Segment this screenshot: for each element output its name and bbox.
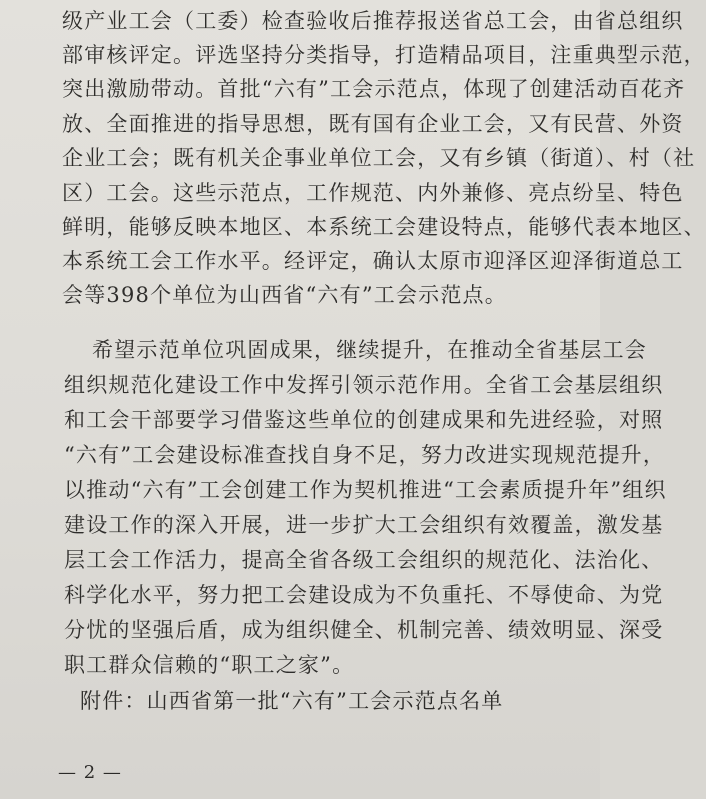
paragraph-1-line-4: 放、全面推进的指导思想，既有国有企业工会，又有民营、外资: [62, 112, 684, 136]
paragraph-1-line-6: 区）工会。这些示范点，工作规范、内外兼修、亮点纷呈、特色: [62, 181, 684, 205]
paragraph-2-line-5: 以推动“六有”工会创建工作为契机推进“工会素质提升年”组织: [64, 478, 667, 502]
paragraph-2-line-1: 希望示范单位巩固成果，继续提升，在推动全省基层工会: [92, 338, 647, 362]
paragraph-1-line-3: 突出激励带动。首批“六有”工会示范点，体现了创建活动百花齐: [62, 77, 686, 101]
attachment-line: 附件：山西省第一批“六有”工会示范点名单: [80, 689, 504, 713]
paragraph-1-line-8: 本系统工会工作水平。经评定，确认太原市迎泽区迎泽街道总工: [62, 249, 684, 273]
paragraph-1-line-5: 企业工会；既有机关企事业单位工会，又有乡镇（街道）、村（社: [62, 146, 696, 170]
page-number: — 2 —: [58, 762, 122, 783]
paragraph-2-line-6: 建设工作的深入开展，进一步扩大工会组织有效覆盖，激发基: [64, 513, 664, 537]
paragraph-2-line-9: 分忧的坚强后盾，成为组织健全、机制完善、绩效明显、深受: [64, 618, 664, 642]
paragraph-1-line-7: 鲜明，能够反映本地区、本系统工会建设特点，能够代表本地区、: [62, 215, 706, 239]
paragraph-2-line-10: 职工群众信赖的“职工之家”。: [64, 653, 355, 677]
paragraph-2-line-8: 科学化水平，努力把工会建设成为不负重托、不辱使命、为党: [64, 583, 664, 607]
paragraph-2-line-4: “六有”工会建设标准查找自身不足，努力改进实现规范提升，: [64, 443, 666, 467]
paragraph-2-line-2: 组织规范化建设工作中发挥引领示范作用。全省工会基层组织: [64, 373, 664, 397]
paragraph-2-line-7: 层工会工作活力，提高全省各级工会组织的规范化、法治化、: [64, 548, 664, 572]
paragraph-1-line-9: 会等398个单位为山西省“六有”工会示范点。: [62, 283, 507, 307]
paragraph-2-line-3: 和工会干部要学习借鉴这些单位的创建成果和先进经验，对照: [64, 408, 664, 432]
paragraph-1-line-2: 部审核评定。评选坚持分类指导，打造精品项目，注重典型示范，: [62, 43, 706, 67]
paragraph-1-line-1: 级产业工会（工委）检查验收后推荐报送省总工会，由省总组织: [62, 9, 684, 33]
